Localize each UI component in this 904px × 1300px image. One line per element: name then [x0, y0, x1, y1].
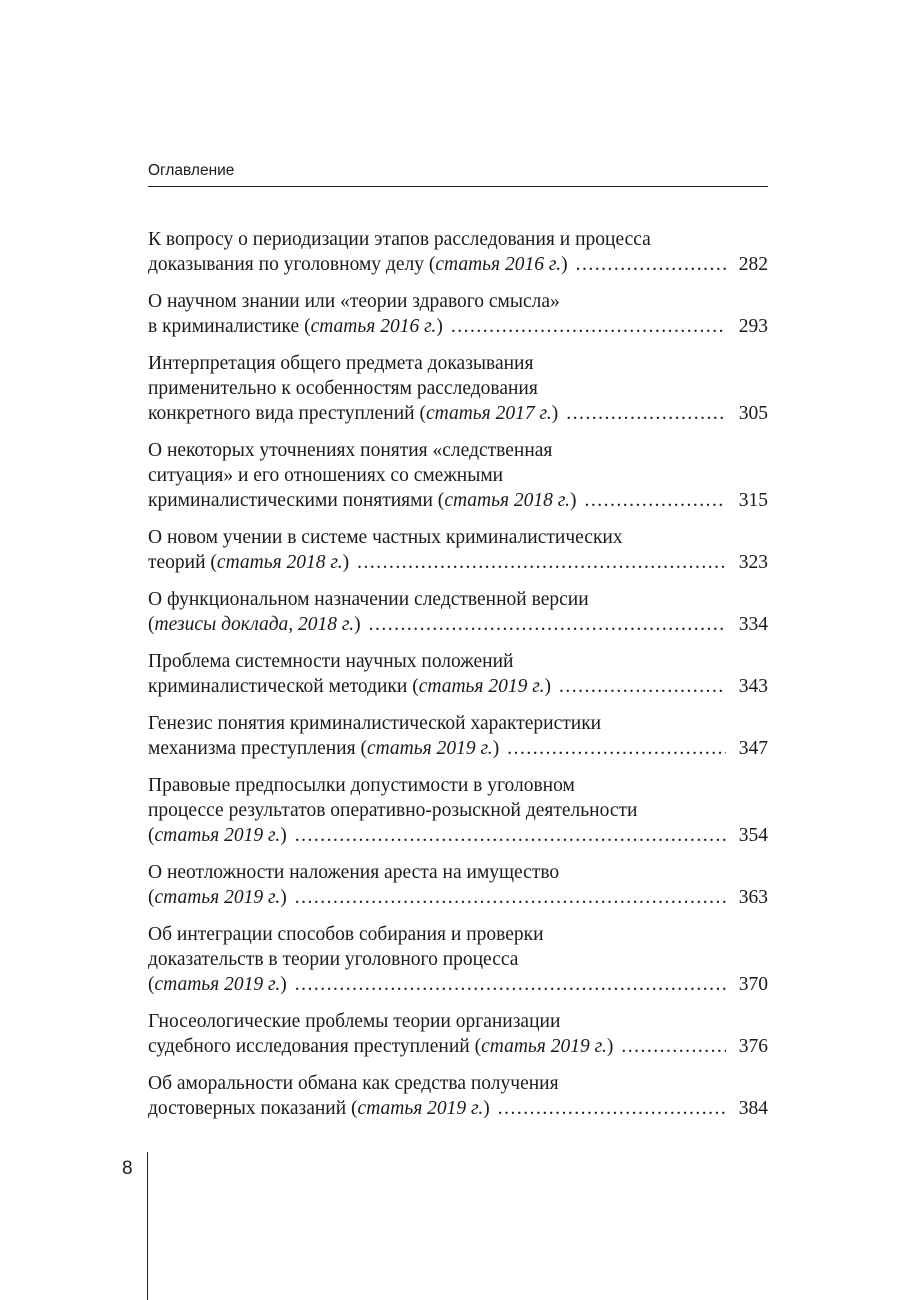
toc-entry-note: тезисы доклада, 2018 г. [154, 614, 355, 635]
toc-entry-text: ( [148, 974, 155, 995]
toc-entry-title-line: применительно к особенностям расследования [148, 378, 538, 399]
toc-entry-text-end: ) [436, 316, 443, 337]
toc-entry-text: доказывания по уголовному делу ( [148, 254, 436, 275]
toc-entry-page: 354 [738, 825, 768, 846]
toc-entry-text: ( [148, 614, 155, 635]
toc-entry-title-line: О некоторых уточнениях понятия «следственная [148, 440, 553, 461]
toc-entry-page: 347 [738, 738, 768, 759]
toc-entry-text-end: ) [280, 825, 287, 846]
toc-entry-title-line: Гносеологические проблемы теории организации [148, 1011, 561, 1032]
toc-entry [148, 525, 768, 575]
toc-entry-title-line: Об аморальности обмана как средства получения [148, 1073, 559, 1094]
toc-entry-text-end: ) [342, 552, 350, 573]
dot-leader [369, 612, 726, 637]
toc-entry-last-line [148, 674, 768, 699]
dot-leader [451, 314, 726, 339]
dot-leader [507, 736, 726, 761]
toc-entry-text-end: ) [280, 887, 287, 908]
toc-entry-title-tail [148, 972, 287, 997]
toc-entry-title-tail [148, 823, 287, 848]
toc-entry [148, 351, 768, 426]
toc-entry-title-line: ситуация» и его отношениях со смежными [148, 465, 504, 486]
toc-entry-last-line [148, 1034, 768, 1059]
page-number: 8 [122, 1158, 133, 1179]
toc-entry-page: 363 [738, 887, 768, 908]
toc-entry-text: ( [148, 825, 155, 846]
toc-entry-title-tail [148, 401, 558, 426]
toc-entry-title-tail [148, 550, 349, 575]
toc-entry-page: 315 [738, 490, 768, 511]
toc-entry [148, 711, 768, 761]
toc-entry-note: статья 2018 г. [216, 552, 343, 573]
toc-entry-title-tail [148, 612, 361, 637]
dot-leader [498, 1096, 726, 1121]
toc-entry [148, 922, 768, 997]
toc-entry-title-line: доказательств в теории уголовного процесса [148, 949, 519, 970]
toc-entry-note: статья 2016 г. [310, 316, 437, 337]
toc-entry-last-line [148, 736, 768, 761]
toc-entry-page: 370 [738, 974, 768, 995]
toc-entry-title-line: Генезис понятия криминалистической характеристики [148, 713, 602, 734]
toc-entry-title-line: процессе результатов оперативно-розыскной деятельности [148, 800, 638, 821]
toc-entry-note: статья 2019 г. [366, 738, 493, 759]
toc-entry-title-line: О научном знании или «теории здравого смысла» [148, 291, 560, 312]
toc-entry-note: статья 2019 г. [418, 676, 545, 697]
toc-entry [148, 289, 768, 339]
toc-entry-title-tail [148, 1034, 613, 1059]
toc-entry [148, 1009, 768, 1059]
dot-leader [576, 252, 726, 277]
toc-entry [148, 649, 768, 699]
toc-entry-text: достоверных показаний ( [148, 1098, 358, 1119]
toc-entry-title-tail [148, 488, 577, 513]
toc-entry-text: криминалистическими понятиями ( [148, 490, 445, 511]
toc-entry-note: статья 2019 г. [481, 1036, 607, 1057]
dot-leader [357, 550, 726, 575]
toc-entry-note: статья 2018 г. [444, 490, 571, 511]
toc-entry-text: конкретного вида преступлений ( [148, 403, 426, 424]
toc-entry-last-line [148, 314, 768, 339]
toc-entry-note: статья 2016 г. [435, 254, 562, 275]
toc-entry [148, 587, 768, 637]
toc-entry-page: 282 [738, 254, 768, 275]
running-header [148, 162, 768, 187]
toc-entry-last-line [148, 972, 768, 997]
toc-entry-title-tail [148, 674, 551, 699]
toc-entry-text-end: ) [354, 614, 361, 635]
table-of-contents [148, 227, 768, 1133]
toc-entry-last-line [148, 488, 768, 513]
toc-entry-text-end: ) [561, 254, 568, 275]
toc-entry-last-line [148, 1096, 768, 1121]
dot-leader [566, 401, 726, 426]
toc-entry [148, 438, 768, 513]
toc-entry-note: статья 2019 г. [357, 1098, 484, 1119]
toc-entry-text: механизма преступления ( [148, 738, 367, 759]
toc-entry-title-line: Интерпретация общего предмета доказывания [148, 353, 534, 374]
toc-entry-note: статья 2019 г. [154, 825, 281, 846]
toc-entry-last-line [148, 550, 768, 575]
toc-entry-page: 323 [738, 552, 768, 573]
toc-entry-title-line: О новом учении в системе частных криминалистических [148, 527, 623, 548]
toc-entry-text-end: ) [551, 403, 559, 424]
toc-entry-last-line [148, 823, 768, 848]
toc-entry-last-line [148, 252, 768, 277]
toc-entry-title-tail [148, 736, 499, 761]
toc-entry-note: статья 2017 г. [425, 403, 552, 424]
toc-entry [148, 227, 768, 277]
toc-entry-text: теорий ( [148, 552, 217, 573]
toc-entry-title-line: О функциональном назначении следственной версии [148, 589, 589, 610]
dot-leader [295, 885, 726, 910]
toc-entry-text: криминалистической методики ( [148, 676, 419, 697]
toc-entry-text: ( [148, 887, 155, 908]
toc-entry [148, 773, 768, 848]
toc-entry-text-end: ) [483, 1098, 490, 1119]
dot-leader [295, 972, 726, 997]
toc-entry-page: 376 [738, 1036, 768, 1057]
toc-entry-last-line [148, 612, 768, 637]
toc-entry-title-tail [148, 1096, 490, 1121]
toc-entry-title-tail [148, 252, 568, 277]
toc-entry-last-line [148, 401, 768, 426]
toc-entry-note: статья 2019 г. [154, 887, 281, 908]
toc-entry-last-line [148, 885, 768, 910]
toc-entry-text: в криминалистике ( [148, 316, 311, 337]
toc-entry-page: 384 [738, 1098, 768, 1119]
toc-entry-title-line: Проблема системности научных положений [148, 651, 514, 672]
dot-leader [585, 488, 726, 513]
toc-entry-text-end: ) [280, 974, 287, 995]
toc-entry [148, 1071, 768, 1121]
toc-entry-text-end: ) [570, 490, 577, 511]
toc-entry-title-line: К вопросу о периодизации этапов расследования и процесса [148, 229, 651, 250]
toc-entry-text-end: ) [606, 1036, 614, 1057]
toc-entry-text-end: ) [544, 676, 551, 697]
toc-entry-text: судебного исследования преступлений ( [148, 1036, 482, 1057]
running-header-title: Оглавление [148, 162, 235, 179]
margin-rule [147, 1152, 148, 1300]
dot-leader [559, 674, 726, 699]
toc-entry-text-end: ) [492, 738, 500, 759]
dot-leader [621, 1034, 726, 1059]
toc-entry-page: 343 [738, 676, 768, 697]
toc-entry-page: 305 [738, 403, 768, 424]
toc-entry-title-tail [148, 314, 443, 339]
toc-entry-title-line: Правовые предпосылки допустимости в уголовном [148, 775, 575, 796]
toc-entry-title-tail [148, 885, 287, 910]
toc-entry-title-line: О неотложности наложения ареста на имущество [148, 862, 560, 883]
toc-entry [148, 860, 768, 910]
toc-entry-page: 334 [738, 614, 768, 635]
dot-leader [295, 823, 726, 848]
toc-entry-note: статья 2019 г. [154, 974, 281, 995]
toc-entry-page: 293 [738, 316, 768, 337]
toc-entry-title-line: Об интеграции способов собирания и проверки [148, 924, 544, 945]
